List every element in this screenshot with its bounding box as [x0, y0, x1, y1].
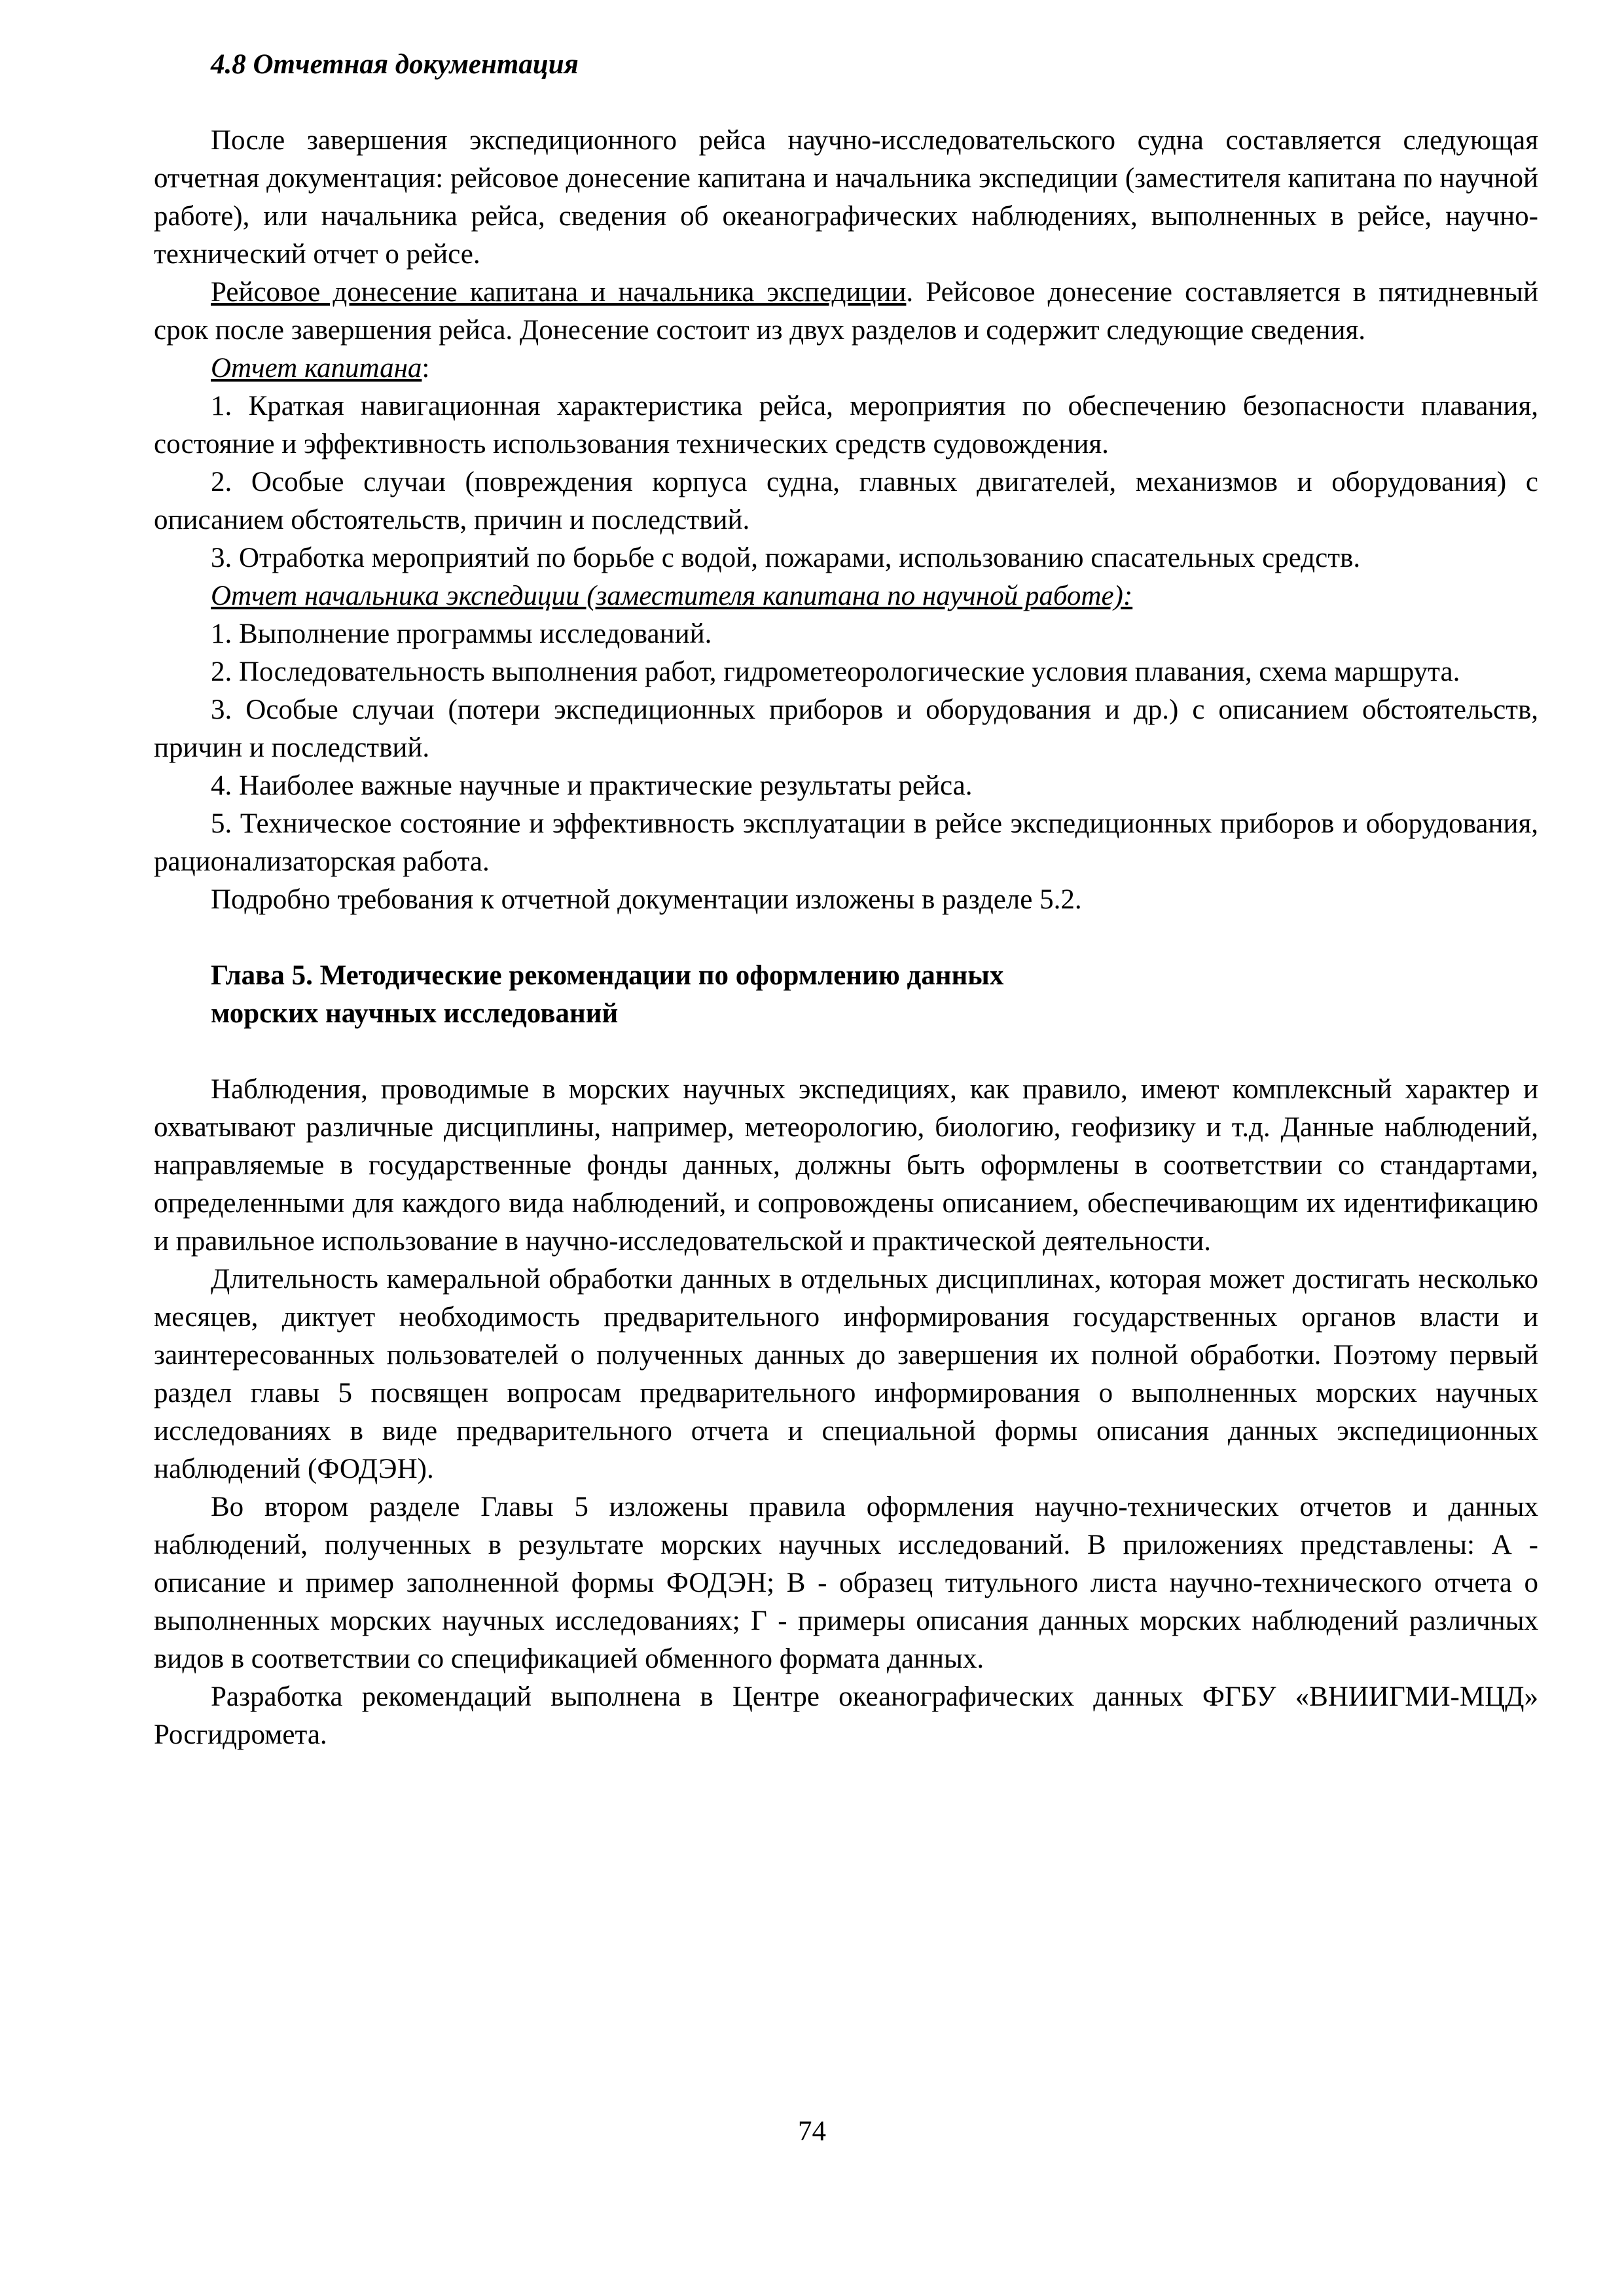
captain-item: 1. Краткая навигационная характеристика рейса, мероприятия по обеспечению безопасности плавания, состояние и эффективность использования технических средств судовождения. — [154, 391, 1538, 459]
chief-heading: Отчет начальника экспедиции (заместителя капитана по научной работе): — [211, 581, 1133, 611]
chief-item: 5. Техническое состояние и эффективность эксплуатации в рейсе экспедиционных приборов и оборудования, рационализаторская работа. — [154, 808, 1538, 877]
captain-heading: Отчет капитана — [211, 353, 422, 384]
captain-item: 2. Особые случаи (повреждения корпуса судна, главных двигателей, механизмов и оборудования) с описанием обстоятельств, причин и последствий. — [154, 467, 1538, 535]
chapter-paragraph: Разработка рекомендаций выполнена в Центре океанографических данных ФГБУ «ВНИИГМИ-МЦД» Росгидромета. — [154, 1681, 1538, 1750]
captain-heading-colon: : — [422, 353, 430, 384]
chief-item: 2. Последовательность выполнения работ, гидрометеорологические условия плавания, схема маршрута. — [211, 656, 1460, 687]
section-heading: 4.8 Отчетная документация — [211, 49, 579, 80]
chapter-heading — [154, 957, 1538, 1033]
chapter-paragraph: Наблюдения, проводимые в морских научных экспедициях, как правило, имеют комплексный характер и охватывают различные дисциплины, например, метеорологию, биологию, геофизику и т.д. Данные наблюдений, направляемые в государственные фонды данных, должны быть оформлены в соответствии со стандартами, определенными для каждого вида наблюдений, и сопровождены описанием, обеспечивающим их идентификацию и правильное использование в научно-исследовательской и практической деятельности. — [154, 1074, 1538, 1257]
chapter-paragraph: Длительность камеральной обработки данных в отдельных дисциплинах, которая может достигать несколько месяцев, диктует необходимость предварительного информирования государственных органов власти и заинтересованных пользователей о полученных данных до завершения их полной обработки. Поэтому первый раздел главы 5 посвящен вопросам предварительного информирования о выполненных морских научных исследованиях в виде предварительного отчета и специальной формы описания данных экспедиционных наблюдений (ФОДЭН). — [154, 1264, 1538, 1484]
chapter-paragraph: Во втором разделе Главы 5 изложены правила оформления научно-технических отчетов и данных наблюдений, полученных в результате морских научных исследований. В приложениях представлены: А - описание и пример заполненной формы ФОДЭН; В - образец титульного листа научно-технического отчета о выполненных морских научных исследованиях; Г - примеры описания данных морских наблюдений различных видов в соответствии со спецификацией обменного формата данных. — [154, 1492, 1538, 1674]
chief-item: 4. Наиболее важные научные и практические результаты рейса. — [211, 770, 973, 801]
page-number: 74 — [798, 2116, 826, 2147]
chief-item: 3. Особые случаи (потери экспедиционных приборов и оборудования и др.) с описанием обстоятельств, причин и последствий. — [154, 694, 1538, 763]
chapter-heading-line2: морских научных исследований — [211, 998, 619, 1029]
section-intro: После завершения экспедиционного рейса научно-исследовательского судна составляется следующая отчетная документация: рейсовое донесение капитана и начальника экспедиции (заместителя капитана по научной работе), или начальника рейса, сведения об океанографических наблюдениях, выполненных в рейсе, научно-технический отчет о рейсе. — [154, 125, 1538, 270]
chapter-heading-line1: Глава 5. Методические рекомендации по оформлению данных — [211, 960, 1004, 991]
report-paragraph — [154, 274, 1538, 350]
report-title: Рейсовое донесение капитана и начальника экспедиции — [211, 277, 907, 308]
section-closing: Подробно требования к отчетной документации изложены в разделе 5.2. — [211, 884, 1082, 915]
captain-heading-line — [154, 350, 1538, 387]
chief-item: 1. Выполнение программы исследований. — [211, 619, 712, 649]
chief-heading-line — [154, 577, 1538, 615]
report-text: . Рейсовое донесение составляется в пятидневный срок после завершения рейса. Донесение состоит из двух разделов и содержит следующие сведения. — [154, 277, 1538, 346]
document-page — [154, 46, 1538, 1754]
captain-item: 3. Отработка мероприятий по борьбе с водой, пожарами, использованию спасательных средств. — [211, 543, 1361, 573]
